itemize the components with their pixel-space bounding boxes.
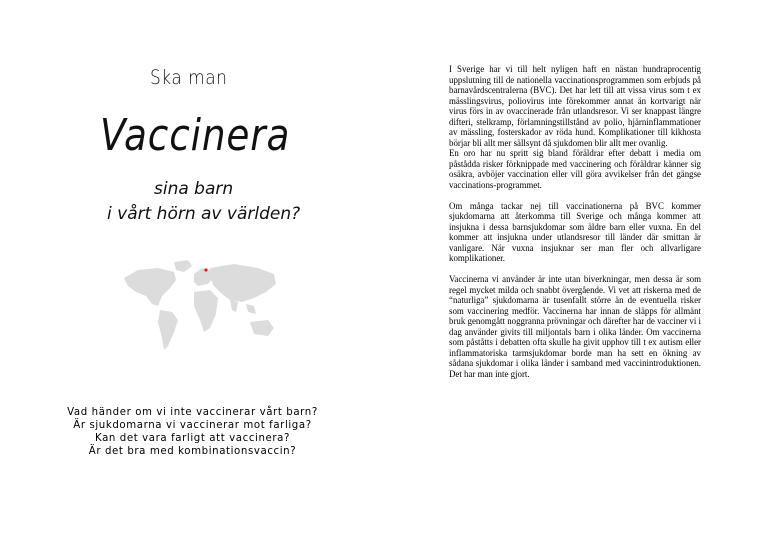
paragraph-3: Om många tackar nej till vaccinationerna på BVC kommer sjukdomarna att återkomma till Sverige och många kommer att insjukna i dessa barnsjukdomar som äldre barn eller vuxna. En del kommer att insjukna under utlandsresor till länder där smittan är vanligare. När vuxna insjuknar ser man fler och allvarligare komplikationer. [449,200,701,263]
paragraph-gap [449,190,701,201]
question-1: Vad händer om vi inte vaccinerar vårt barn? [67,407,318,418]
question-2: Är sjukdomarna vi vaccinerar mot farliga? [73,420,312,431]
title-line-4: i vårt hörn av världen? [107,204,301,224]
right-page [384,0,768,542]
paragraph-2: En oro har nu spritt sig bland föräldrar efter debatt i media om påstådda risker förknippade med vaccinering och föräldrar känner sig osäkra, avböjer vaccination eller vill göra avvikelser från det gängse vaccinations-programmet. [449,148,701,190]
title-main-word: Vaccinera [100,110,291,161]
body-text [449,64,701,379]
title-line-3: sina barn [154,179,234,199]
title-line-1: Ska man [150,66,228,90]
question-list [40,406,345,458]
continents [124,260,276,350]
world-map-icon [118,256,286,356]
question-3: Kan det vara farligt att vaccinera? [94,433,291,444]
paragraph-4: Vaccinerna vi använder är inte utan biverkningar, men dessa är som regel mycket milda och snabbt övergående. Vi vet att riskerna med de “naturliga” sjukdomarna är tusenfallt större än de eventuella risker som vaccinering medför. Vaccinerna har innan de släpps för allmänt bruk genomgått noggranna prövningar och därefter har de vacciner vi i dag använder givits till miljontals barn i olika länder. Om vaccinerna som påståtts i debatten ofta skulle ha givit upphov till t ex autism eller inflammatoriska tarmsjukdomar borde man ha sett en ökning av sådana sjukdomar i olika länder i samband med vaccinintroduktionen. Det har man inte gjort. [449,274,701,379]
paragraph-gap [449,264,701,275]
question-4: Är det bra med kombinationsvaccin? [88,446,297,457]
sweden-marker [204,268,207,271]
paragraph-1: I Sverige har vi till helt nyligen haft en nästan hundraprocentig uppslutning till de nationella vaccinationsprogrammen som erbjuds på barnavårdscentralerna (BVC). Det har lett till att vissa virus som t ex mässlingsvirus, poliovirus inte förekommer annat än kortvarigt när virus förs in av ovaccinerade från utlandsresor. Vi ser knappast längre difteri, stelkramp, förlamningstillstånd av polio, hjärninflammationer av mässling, fosterskador av röda hund. Komplikationer till kikhosta börjar bli allt mer sällsynt då sjukdomen blir allt mer ovanlig. [449,64,701,148]
